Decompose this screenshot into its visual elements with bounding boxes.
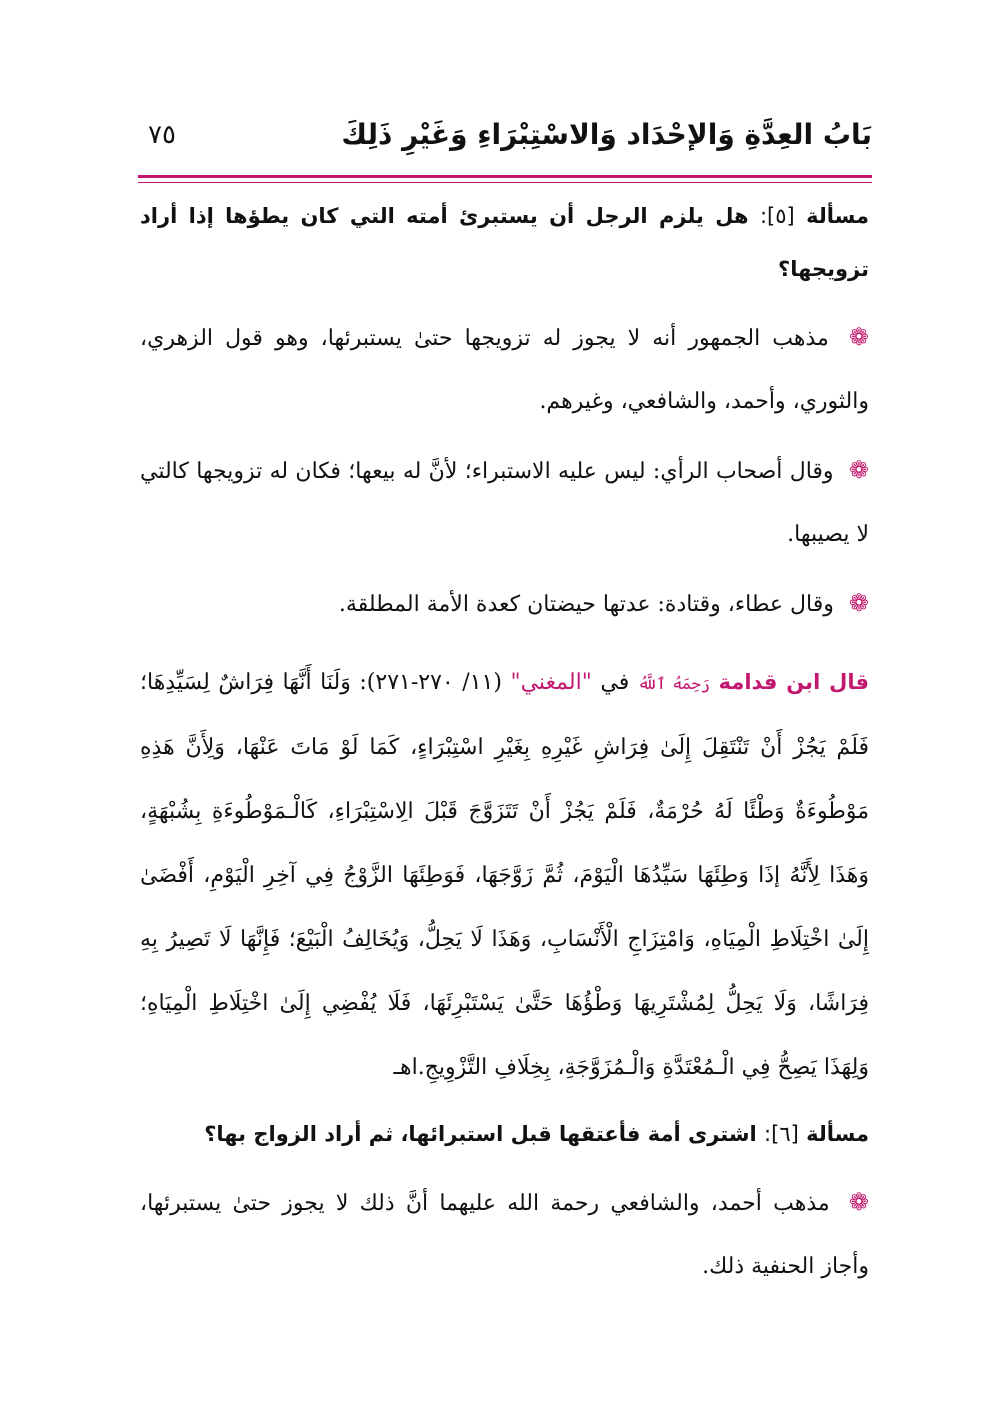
flower-bullet-icon: ❁	[848, 1188, 869, 1216]
answer-text: وقال عطاء، وقتادة: عدتها حيضتان كعدة الأمة المطلقة.	[338, 592, 834, 617]
quote-preposition: في	[600, 670, 630, 695]
question-number: [٦]:	[764, 1122, 799, 1146]
question-text: هل يلزم الرجل أن يستبرئ أمته التي كان يطؤها إذا أراد تزويجها؟	[140, 204, 869, 281]
question-label: مسألة	[806, 1122, 869, 1146]
question-6	[140, 1108, 869, 1161]
header-rule-thin	[138, 182, 872, 183]
page-body	[140, 190, 869, 1304]
quotation-block	[140, 650, 869, 1100]
question-5	[140, 190, 869, 296]
answer-paragraph	[140, 1171, 869, 1298]
answer-text: مذهب أحمد، والشافعي رحمة الله عليهما أنَّ ذلك لا يجوز حتىٰ يستبرئها، وأجاز الحنفية ذلك.	[140, 1191, 869, 1279]
header-rule-thick	[138, 175, 872, 178]
flower-bullet-icon: ❁	[848, 456, 869, 484]
answer-text: وقال أصحاب الرأي: ليس عليه الاستبراء؛ لأنَّ له بيعها؛ فكان له تزويجها كالتي لا يصيبها.	[140, 459, 869, 547]
running-title: بَابُ العِدَّةِ وَالإحْدَاد وَالاسْتِبْرَاءِ وَغَيْرِ ذَلِكَ	[341, 118, 872, 151]
quote-author: قال ابن قدامة	[718, 670, 869, 694]
question-number: [٥]:	[759, 204, 795, 228]
answer-text: مذهب الجمهور أنه لا يجوز له تزويجها حتىٰ يستبرئها، وهو قول الزهري، والثوري، وأحمد، والشافعي، وغيرهم.	[140, 326, 869, 414]
quote-text: وَلَنَا أَنَّهَا فِرَاشٌ لِسَيِّدِهَا؛ فَلَمْ يَجُزْ أَنْ تَنْتَقِلَ إِلَىٰ فِرَاشِ غَيْرِهِ بِغَيْرِ اسْتِبْرَاءٍ، كَمَا لَوْ مَاتَ عَنْهَا، وَلِأَنَّ هَذِهِ مَوْطُوءَةٌ وَطْئًا لَهُ حُرْمَةٌ، فَلَمْ يَجُزْ أَنْ تَتَزَوَّجَ قَبْلَ الِاسْتِبْرَاءِ، كَالْـمَوْطُوءَةِ بِشُبْهَةٍ، وَهَذَا لِأَنَّهُ إذَا وَطِئَهَا سَيِّدُهَا الْيَوْمَ، ثُمَّ زَوَّجَهَا، فَوَطِئَهَا الزَّوْجُ فِي آخِرِ الْيَوْمِ، أَفْضَىٰ إِلَىٰ اخْتِلَاطِ الْمِيَاهِ، وَامْتِزَاجِ الْأَنْسَابِ، وَهَذَا لَا يَحِلُّ، وَيُخَالِفُ الْبَيْعَ؛ فَإِنَّهَا لَا تَصِيرُ بِهِ فِرَاشًا، وَلَا يَحِلُّ لِمُشْتَرِيهَا وَطْؤُهَا حَتَّىٰ يَسْتَبْرِئَهَا، فَلَا يُفْضِي إِلَىٰ اخْتِلَاطِ الْمِيَاهِ؛ وَلِهَذَا يَصِحُّ فِي الْـمُعْتَدَّةِ وَالْـمُزَوَّجَةِ، بِخِلَافِ التَّزْوِيجِ.اهـ	[140, 670, 869, 1080]
flower-bullet-icon: ❁	[848, 323, 869, 351]
honorific: رَحِمَهُ ٱللَّهُ	[637, 674, 711, 693]
answer-paragraph	[140, 572, 869, 636]
answer-paragraph	[140, 306, 869, 433]
page-header	[148, 118, 872, 168]
question-text: اشترى أمة فأعتقها قبل استبرائها، ثم أراد الزواج بها؟	[204, 1122, 757, 1146]
book-title: "المغني"	[510, 670, 592, 695]
answer-paragraph	[140, 439, 869, 566]
flower-bullet-icon: ❁	[848, 589, 869, 617]
book-reference: (١١/ ٢٧٠-٢٧١):	[359, 670, 502, 695]
page-number: ٧٥	[148, 120, 176, 150]
question-label: مسألة	[806, 204, 869, 228]
